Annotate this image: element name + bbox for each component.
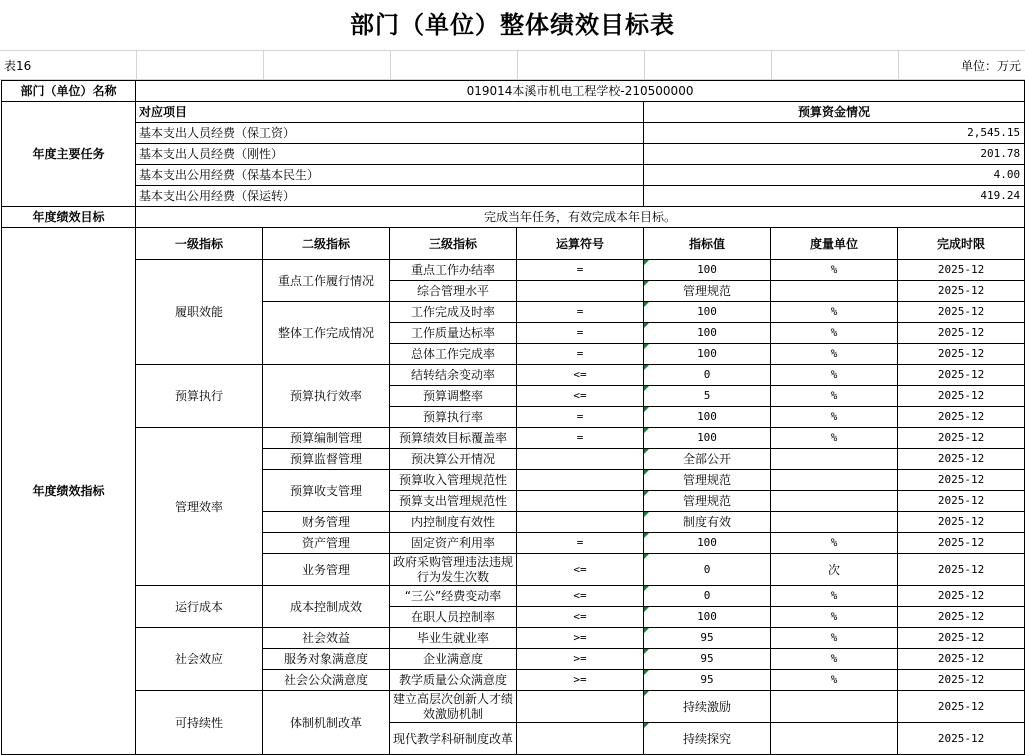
level2-cell[interactable]: 体制机制改革 [263,691,390,755]
operator-cell[interactable]: <= [517,365,644,386]
unit-cell[interactable]: % [771,365,898,386]
value-cell[interactable]: 管理规范 [644,281,771,302]
level3-cell[interactable]: 预算收入管理规范性 [390,470,517,491]
deadline-cell[interactable]: 2025-12 [898,386,1025,407]
unit-cell[interactable]: % [771,344,898,365]
deadline-cell[interactable]: 2025-12 [898,628,1025,649]
unit-cell[interactable]: % [771,386,898,407]
value-cell[interactable]: 95 [644,670,771,691]
task-section-label: 年度主要任务 [2,102,136,207]
level3-cell[interactable]: 总体工作完成率 [390,344,517,365]
level3-cell[interactable]: 预决算公开情况 [390,449,517,470]
level2-cell[interactable]: 服务对象满意度 [263,649,390,670]
level3-cell[interactable]: 固定资产利用率 [390,533,517,554]
level3-cell[interactable]: 内控制度有效性 [390,512,517,533]
value-cell[interactable]: 0 [644,586,771,607]
value-cell[interactable]: 95 [644,628,771,649]
level3-cell[interactable]: 建立高层次创新人才绩效激励机制 [390,691,517,723]
level3-cell[interactable]: 重点工作办结率 [390,260,517,281]
unit-cell[interactable]: % [771,407,898,428]
level1-cell[interactable]: 履职效能 [136,260,263,365]
unit-cell[interactable] [771,470,898,491]
operator-cell[interactable]: = [517,260,644,281]
deadline-cell[interactable]: 2025-12 [898,260,1025,281]
level3-cell[interactable]: 预算调整率 [390,386,517,407]
unit-cell[interactable] [771,449,898,470]
value-cell[interactable]: 95 [644,649,771,670]
task-col-budget: 预算资金情况 [644,102,1025,123]
deadline-cell[interactable]: 2025-12 [898,670,1025,691]
unit-cell[interactable] [771,723,898,755]
value-cell[interactable]: 管理规范 [644,470,771,491]
level3-cell[interactable]: 综合管理水平 [390,281,517,302]
task-item[interactable]: 基本支出公用经费（保基本民生） [136,165,644,186]
operator-cell[interactable] [517,470,644,491]
level1-cell[interactable]: 预算执行 [136,365,263,428]
value-cell[interactable]: 100 [644,302,771,323]
value-cell[interactable]: 100 [644,344,771,365]
operator-cell[interactable] [517,723,644,755]
performance-table [1,80,1025,755]
deadline-cell[interactable]: 2025-12 [898,407,1025,428]
task-amount[interactable]: 201.78 [644,144,1025,165]
operator-cell[interactable]: = [517,533,644,554]
value-cell[interactable]: 管理规范 [644,491,771,512]
value-cell[interactable]: 100 [644,323,771,344]
unit-cell[interactable]: 次 [771,554,898,586]
level2-cell[interactable]: 整体工作完成情况 [263,302,390,365]
level3-cell[interactable]: 工作质量达标率 [390,323,517,344]
level3-cell[interactable]: 工作完成及时率 [390,302,517,323]
operator-cell[interactable] [517,281,644,302]
meta-row [0,50,1025,80]
task-col-item: 对应项目 [136,102,644,123]
operator-cell[interactable] [517,449,644,470]
operator-cell[interactable]: = [517,428,644,449]
level2-cell[interactable]: 社会公众满意度 [263,670,390,691]
deadline-cell[interactable]: 2025-12 [898,428,1025,449]
unit-cell[interactable]: % [771,670,898,691]
level2-cell[interactable]: 预算收支管理 [263,470,390,512]
unit-cell[interactable]: % [771,607,898,628]
value-cell[interactable]: 制度有效 [644,512,771,533]
level3-cell[interactable]: 在职人员控制率 [390,607,517,628]
unit-cell[interactable]: % [771,302,898,323]
unit-cell[interactable]: % [771,533,898,554]
level2-cell[interactable]: 资产管理 [263,533,390,554]
value-cell[interactable]: 0 [644,554,771,586]
value-cell[interactable]: 100 [644,260,771,281]
operator-cell[interactable]: <= [517,607,644,628]
deadline-cell[interactable]: 2025-12 [898,607,1025,628]
task-item[interactable]: 基本支出公用经费（保运转） [136,186,644,207]
level3-cell[interactable]: 预算执行率 [390,407,517,428]
deadline-cell[interactable]: 2025-12 [898,449,1025,470]
deadline-cell[interactable]: 2025-12 [898,365,1025,386]
deadline-cell[interactable]: 2025-12 [898,554,1025,586]
header-unit: 度量单位 [771,228,898,260]
level2-cell[interactable]: 成本控制成效 [263,586,390,628]
level3-cell[interactable]: 教学质量公众满意度 [390,670,517,691]
header-operator: 运算符号 [517,228,644,260]
task-amount[interactable]: 4.00 [644,165,1025,186]
level2-cell[interactable]: 财务管理 [263,512,390,533]
value-cell[interactable]: 100 [644,407,771,428]
unit-label: 单位：万元 [960,59,1021,73]
deadline-cell[interactable]: 2025-12 [898,344,1025,365]
deadline-cell[interactable]: 2025-12 [898,470,1025,491]
level1-cell[interactable]: 可持续性 [136,691,263,755]
level3-cell[interactable]: “三公”经费变动率 [390,586,517,607]
level2-cell[interactable]: 预算编制管理 [263,428,390,449]
unit-cell[interactable] [771,691,898,723]
operator-cell[interactable] [517,491,644,512]
level3-cell[interactable]: 结转结余变动率 [390,365,517,386]
deadline-cell[interactable]: 2025-12 [898,323,1025,344]
value-cell[interactable]: 0 [644,365,771,386]
task-item[interactable]: 基本支出人员经费（保工资） [136,123,644,144]
unit-cell[interactable]: % [771,428,898,449]
level3-cell[interactable]: 毕业生就业率 [390,628,517,649]
level2-cell[interactable]: 社会效益 [263,628,390,649]
value-cell[interactable]: 5 [644,386,771,407]
deadline-cell[interactable]: 2025-12 [898,533,1025,554]
value-cell[interactable]: 100 [644,607,771,628]
level2-cell[interactable]: 预算监督管理 [263,449,390,470]
unit-cell[interactable]: % [771,649,898,670]
operator-cell[interactable]: = [517,323,644,344]
indicator-section-label: 年度绩效指标 [2,228,136,755]
unit-cell[interactable] [771,512,898,533]
operator-cell[interactable]: = [517,344,644,365]
operator-cell[interactable]: <= [517,586,644,607]
unit-cell[interactable]: % [771,628,898,649]
operator-cell[interactable] [517,512,644,533]
operator-cell[interactable]: = [517,302,644,323]
deadline-cell[interactable]: 2025-12 [898,512,1025,533]
operator-cell[interactable]: = [517,407,644,428]
value-cell[interactable]: 100 [644,533,771,554]
task-amount[interactable]: 419.24 [644,186,1025,207]
value-cell[interactable]: 全部公开 [644,449,771,470]
level1-cell[interactable]: 管理效率 [136,428,263,586]
deadline-cell[interactable]: 2025-12 [898,723,1025,755]
level3-cell[interactable]: 政府采购管理违法违规行为发生次数 [390,554,517,586]
deadline-cell[interactable]: 2025-12 [898,649,1025,670]
dept-name-label: 部门（单位）名称 [2,81,136,102]
deadline-cell[interactable]: 2025-12 [898,491,1025,512]
operator-cell[interactable]: <= [517,386,644,407]
goal-label: 年度绩效目标 [2,207,136,228]
operator-cell[interactable]: >= [517,628,644,649]
unit-cell[interactable]: % [771,260,898,281]
page-title: 部门（单位）整体绩效目标表 [350,11,675,39]
deadline-cell[interactable]: 2025-12 [898,691,1025,723]
level2-cell[interactable]: 业务管理 [263,554,390,586]
dept-name-value[interactable]: 019014本溪市机电工程学校-210500000 [136,81,1025,102]
level1-cell[interactable]: 社会效应 [136,628,263,691]
operator-cell[interactable]: >= [517,670,644,691]
value-cell[interactable]: 持续激励 [644,691,771,723]
level2-cell[interactable]: 预算执行效率 [263,365,390,428]
level3-cell[interactable]: 企业满意度 [390,649,517,670]
goal-text[interactable]: 完成当年任务，有效完成本年目标。 [136,207,1025,228]
header-level1: 一级指标 [136,228,263,260]
header-level3: 三级指标 [390,228,517,260]
unit-cell[interactable]: % [771,323,898,344]
level3-cell[interactable]: 现代教学科研制度改革 [390,723,517,755]
value-cell[interactable]: 100 [644,428,771,449]
deadline-cell[interactable]: 2025-12 [898,302,1025,323]
value-cell[interactable]: 持续探究 [644,723,771,755]
unit-cell[interactable] [771,281,898,302]
level2-cell[interactable]: 重点工作履行情况 [263,260,390,302]
task-amount[interactable]: 2,545.15 [644,123,1025,144]
header-level2: 二级指标 [263,228,390,260]
header-deadline: 完成时限 [898,228,1025,260]
unit-cell[interactable] [771,491,898,512]
operator-cell[interactable]: >= [517,649,644,670]
unit-cell[interactable]: % [771,586,898,607]
header-value: 指标值 [644,228,771,260]
deadline-cell[interactable]: 2025-12 [898,586,1025,607]
level1-cell[interactable]: 运行成本 [136,586,263,628]
level3-cell[interactable]: 预算支出管理规范性 [390,491,517,512]
table-number: 表16 [4,59,32,73]
level3-cell[interactable]: 预算绩效目标覆盖率 [390,428,517,449]
task-item[interactable]: 基本支出人员经费（刚性） [136,144,644,165]
deadline-cell[interactable]: 2025-12 [898,281,1025,302]
operator-cell[interactable] [517,691,644,723]
operator-cell[interactable]: <= [517,554,644,586]
